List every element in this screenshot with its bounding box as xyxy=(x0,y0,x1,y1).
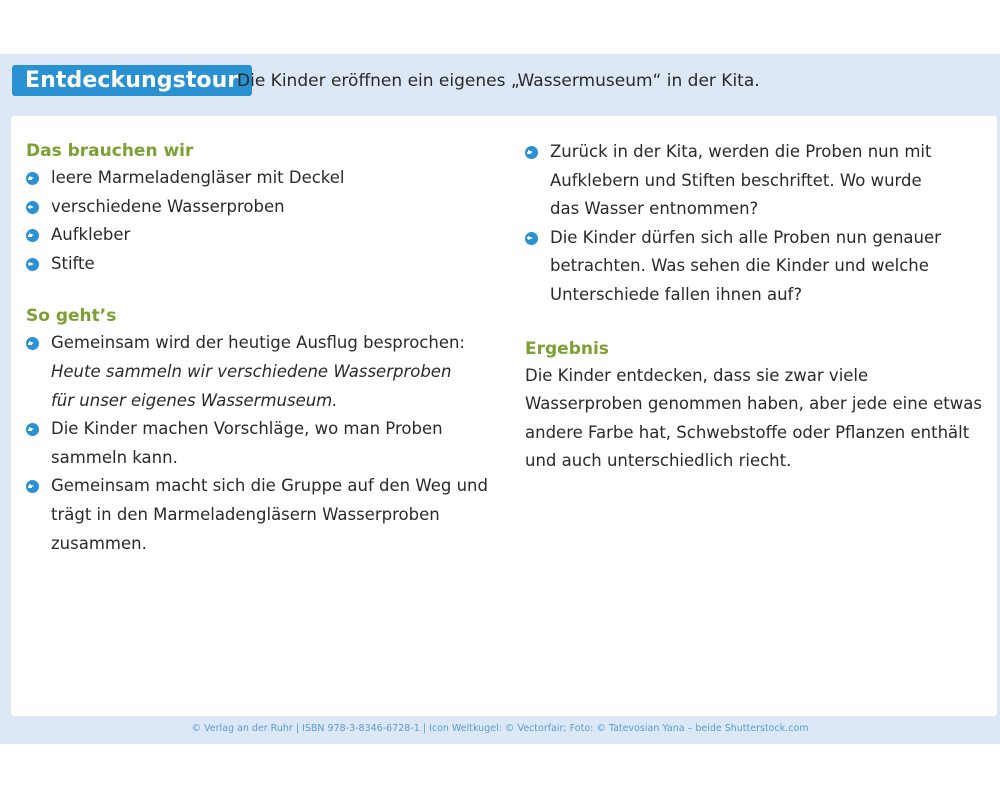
list-item: Stifte xyxy=(26,250,496,279)
card-header xyxy=(0,54,1000,116)
arrow-circle-icon xyxy=(26,172,39,185)
list-item xyxy=(525,224,970,310)
needs-heading: Das brauchen wir xyxy=(26,141,194,161)
arrow-circle-icon xyxy=(26,423,39,436)
list-item xyxy=(26,472,496,558)
step-text: Gemeinsam macht sich die Gruppe auf den Weg und trägt in den Marmeladengläsern Wasserproben zusammen. xyxy=(51,476,488,553)
card-subtitle: Die Kinder eröffnen ein eigenes „Wassermuseum“ in der Kita. xyxy=(237,71,760,91)
list-item xyxy=(26,415,446,472)
arrow-circle-icon xyxy=(26,258,39,271)
list-item xyxy=(26,329,496,415)
arrow-circle-icon xyxy=(26,201,39,214)
steps-list-continued xyxy=(525,138,987,310)
content-panel xyxy=(11,116,997,716)
activity-card xyxy=(0,54,1000,744)
arrow-circle-icon xyxy=(525,146,538,159)
right-column xyxy=(525,138,987,476)
list-item: leere Marmeladengläser mit Deckel xyxy=(26,164,496,193)
needs-list xyxy=(26,164,496,278)
step-text: Gemeinsam wird der heutige Ausflug besprochen: xyxy=(51,333,465,353)
steps-heading: So geht’s xyxy=(26,306,117,327)
steps-list xyxy=(26,329,496,558)
step-quote-line: Heute sammeln wir verschiedene Wasserproben xyxy=(51,361,452,381)
arrow-circle-icon xyxy=(26,229,39,242)
left-column xyxy=(26,138,496,558)
arrow-circle-icon xyxy=(26,480,39,493)
category-badge: Entdeckungstour xyxy=(12,65,252,96)
list-item: verschiedene Wasserproben xyxy=(26,193,496,222)
step-text: Die Kinder dürfen sich alle Proben nun genauer betrachten. Was sehen die Kinder und welche Unterschiede fallen ihnen auf? xyxy=(550,227,941,304)
arrow-circle-icon xyxy=(26,337,39,350)
list-item xyxy=(525,138,950,224)
step-text: Zurück in der Kita, werden die Proben nun mit Aufklebern und Stiften beschriftet. Wo wurde das Wasser entnommen? xyxy=(550,142,932,219)
arrow-circle-icon xyxy=(525,232,538,245)
step-quote-line: für unser eigenes Wassermuseum. xyxy=(51,390,338,410)
result-heading: Ergebnis xyxy=(525,338,609,359)
step-text: Die Kinder machen Vorschläge, wo man Proben sammeln kann. xyxy=(51,419,443,467)
footer-credits: © Verlag an der Ruhr | ISBN 978-3-8346-6728-1 | Icon Weltkugel: © Vectorfair; Foto: © Tatevosian Yana – beide Shutterstock.com xyxy=(191,723,809,734)
list-item: Aufkleber xyxy=(26,221,496,250)
result-text: Die Kinder entdecken, dass sie zwar viele Wasserproben genommen haben, aber jede eine etwas andere Farbe hat, Schwebstoffe oder Pflanzen enthält und auch unterschiedlich riecht. xyxy=(525,365,982,471)
